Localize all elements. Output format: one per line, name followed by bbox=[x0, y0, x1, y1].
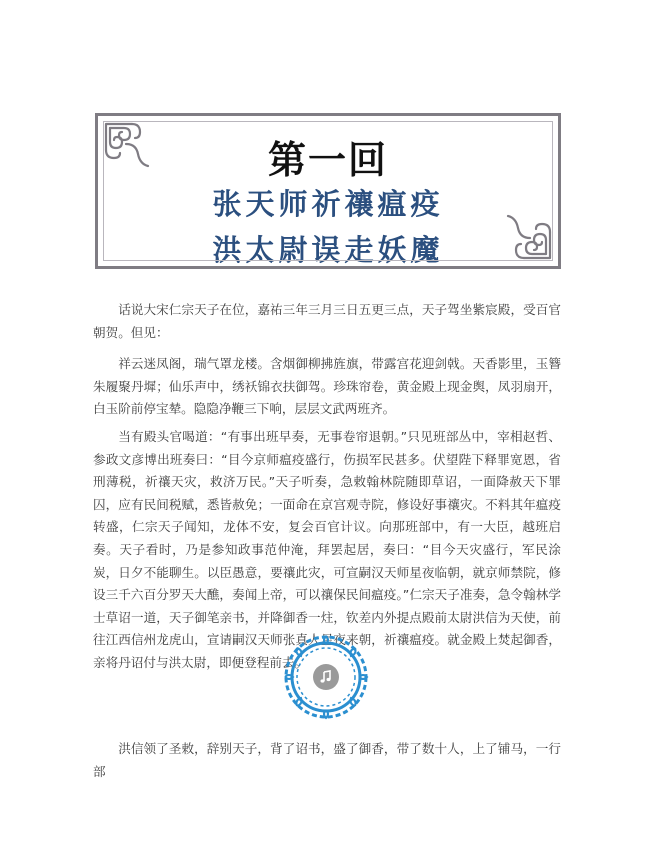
chapter-title-line-1: 张天师祈禳瘟疫 bbox=[212, 187, 444, 221]
corner-ornament-icon bbox=[502, 210, 554, 262]
body-paragraph: 话说大宋仁宗天子在位，嘉祐三年三月三日五更三点，天子驾坐紫宸殿，受百官朝贺。但见： bbox=[93, 302, 561, 340]
chapter-title-frame bbox=[95, 113, 561, 269]
body-paragraph: 当有殿头官喝道：“有事出班早奏，无事卷帘退朝。”只见班部丛中，宰相赵哲、参政文彦博出班奏曰：“目今京师瘟疫盛行，伤损军民甚多。伏望陛下释罪宽恩，省刑薄税，祈禳天灾，救济万民。”天子听奏，急敕翰林院随即草诏，一面降赦天下罪囚，应有民间税赋，悉皆赦免；一面命在京宫观寺院，修设好事禳灾。不料其年瘟疫转盛，仁宗天子闻知，龙体不安，复会百官计议。向那班部中，有一大臣，越班启奏。天子看时，乃是参知政事范仲淹，拜罢起居，奏曰：“目今天灾盛行，军民涂炭，日夕不能聊生。以臣愚意，要禳此灾，可宣嗣汉天师星夜临朝，就京师禁院，修设三千六百分罗天大醮，奏闻上帝，可以禳保民间瘟疫。”仁宗天子准奏，急令翰林学士草诏一道，天子御笔亲书，并降御香一炷，钦差内外提点殿前太尉洪信为天使，前往江西信州龙虎山，宣请嗣汉天师张真人星夜来朝，祈禳瘟疫。就金殿上焚起御香，亲将丹诏付与洪太尉，即便登程前去。 bbox=[93, 429, 561, 670]
chapter-title-line-2: 洪太尉误走妖魔 bbox=[212, 233, 444, 267]
body-paragraph: 洪信领了圣敕，辞别天子，背了诏书，盛了御香，带了数十人，上了铺马，一行部 bbox=[93, 741, 561, 779]
body-paragraph: 祥云迷凤阁，瑞气罩龙楼。含烟御柳拂旌旗，带露宫花迎剑戟。天香影里，玉簪朱履聚丹墀；仙乐声中，绣袄锦衣扶御驾。珍珠帘卷，黄金殿上现金舆，凤羽扇开，白玉阶前停宝辇。隐隐净鞭三下响，层层文武两班齐。 bbox=[93, 356, 561, 417]
corner-ornament-icon bbox=[102, 120, 154, 172]
audio-play-button[interactable] bbox=[283, 634, 369, 720]
music-note-icon bbox=[318, 669, 334, 685]
chapter-number: 第一回 bbox=[267, 138, 388, 182]
